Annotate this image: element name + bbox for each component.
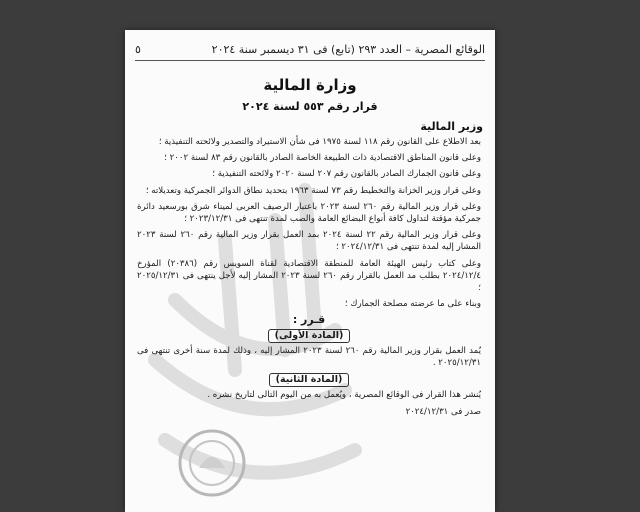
preamble-clause: وعلى كتاب رئيس الهيئة العامة للمنطقة الاقتصادية لقناة السويس رقم (٢٠٣٨٦) المؤرخ ٢٠٢٤/١٢/٤ بطلب مد العمل بالقرار رقم ٢٦٠ لسنة ٢٠٢٣ المشار إليه لأجل ينتهى فى ٢٠٢٥/١٢/٣١ ؛ bbox=[137, 258, 482, 294]
seal-emblem bbox=[177, 428, 247, 498]
gazette-page bbox=[125, 30, 495, 512]
preamble-clause: وعلى قانون المناطق الاقتصادية ذات الطبيعة الخاصة الصادر بالقانون رقم ٨٣ لسنة ٢٠٠٢ ؛ bbox=[164, 153, 481, 164]
decree-number: قرار رقم ٥٥٣ لسنة ٢٠٢٤ bbox=[242, 100, 378, 113]
preamble-clause: وعلى قرار وزير المالية رقم ٢٦٠ لسنة ٢٠٢٣ باعتبار الرصيف العربى لميناء شرق بورسعيد دائرة جمركية مؤقتة لتداول كافة أنواع البضائع العامة والصب لمدة تنتهى فى ٢٠٢٣/١٢/٣١ ؛ bbox=[137, 201, 482, 225]
preamble-clause: وعلى قرار وزير المالية رقم ٢٢ لسنة ٢٠٢٤ بمد العمل بقرار وزير المالية رقم ٢٦٠ لسنة ٢٠٢٣ المشار إليه لمدة تنتهى فى ٢٠٢٤/١٢/٣١ ؛ bbox=[137, 230, 482, 253]
ministry-title: وزارة المالية bbox=[263, 76, 357, 94]
preamble-clause: وعلى قانون الجمارك الصادر بالقانون رقم ٢٠٧ لسنة ٢٠٢٠ ولائحته التنفيذية ؛ bbox=[212, 169, 481, 180]
preamble-clause: وعلى قرار وزير الخزانة والتخطيط رقم ٧٣ لسنة ١٩٦٣ بتحديد نطاق الدوائر الجمركية وتعديلاته ؛ bbox=[145, 185, 481, 196]
article-1-text: يُمد العمل بقرار وزير المالية رقم ٢٦٠ لسنة ٢٠٢٣ المشار إليه ، وذلك لمدة سنة أخرى تنتهى فى ٢٠٢٥/١٢/٣١ . bbox=[137, 345, 481, 369]
article-2-title: (المادة الثانية) bbox=[269, 373, 350, 387]
article-1-title: (المادة الأولى) bbox=[268, 329, 351, 343]
decree-body bbox=[137, 136, 481, 422]
page-number: ٥ bbox=[135, 42, 141, 56]
article-2-text: يُنشر هذا القرار فى الوقائع المصرية ، ويُعمل به من اليوم التالى لتاريخ نشره . bbox=[207, 390, 481, 401]
decides-heading: قـرر : bbox=[292, 313, 326, 327]
preamble-clause: وبناء على ما عرضته مصلحة الجمارك ؛ bbox=[344, 299, 481, 310]
header-divider bbox=[135, 60, 485, 61]
preamble-clause: بعد الاطلاع على القانون رقم ١١٨ لسنة ١٩٧٥ فى شأن الاستيراد والتصدير ولائحته التنفيذية ؛ bbox=[158, 137, 481, 147]
article-2-heading bbox=[137, 373, 481, 387]
issue-date: صدر فى ٢٠٢٤/١٢/٣١ bbox=[405, 406, 481, 417]
minister-title: وزير المالية bbox=[420, 120, 483, 133]
gazette-issue-line: الوقائع المصرية – العدد ٢٩٣ (تابع) فى ٣١ ديسمبر سنة ٢٠٢٤ bbox=[211, 42, 485, 56]
article-1-heading bbox=[137, 329, 481, 343]
page-header bbox=[135, 40, 485, 58]
